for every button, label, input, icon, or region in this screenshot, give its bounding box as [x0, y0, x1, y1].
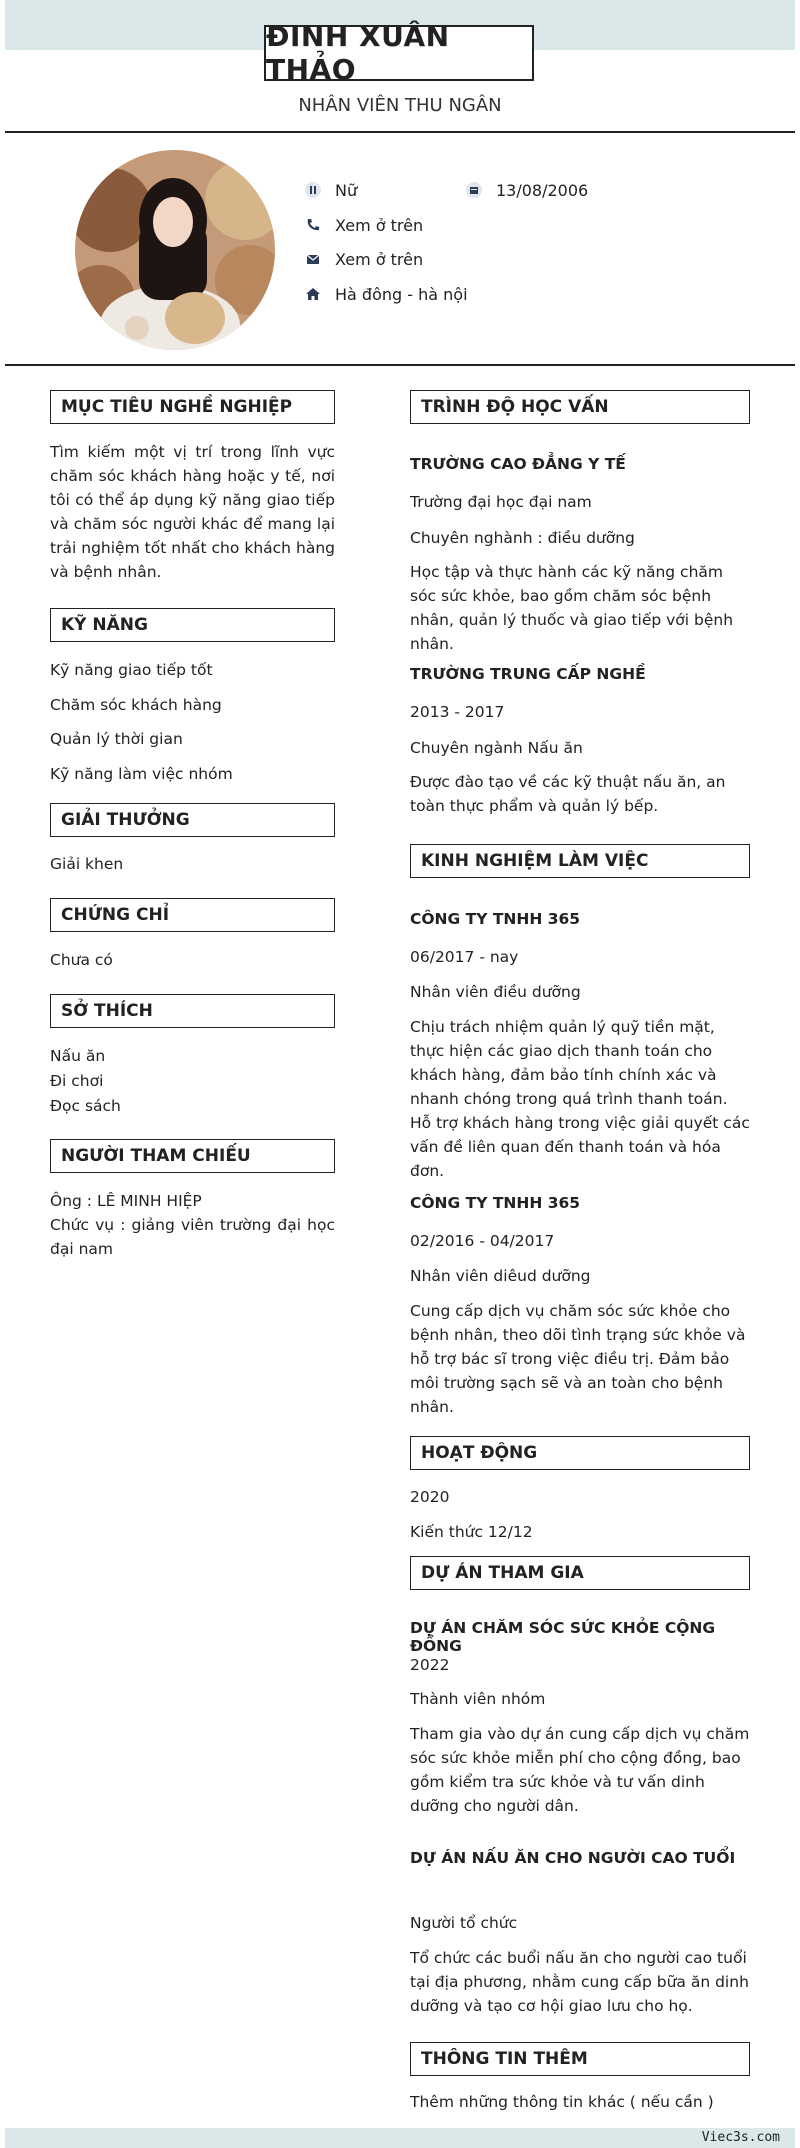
gender-value: Nữ [335, 180, 358, 200]
phone-row [305, 214, 423, 236]
activity-year: 2020 [410, 1488, 450, 1506]
project-description: Tham gia vào dự án cung cấp dịch vụ chăm sóc sức khỏe miễn phí cho cộng đồng, bao gồm kiểm tra sức khỏe và tư vấn dinh dưỡng cho người dân. [410, 1725, 750, 1815]
avatar [75, 150, 275, 350]
school-description: Được đào tạo về các kỹ thuật nấu ăn, an toàn thực phẩm và quản lý bếp. [410, 773, 726, 815]
company-name: CÔNG TY TNHH 365 [410, 1194, 581, 1212]
address-value: Hà đông - hà nội [335, 284, 468, 304]
phone-value: Xem ở trên [335, 215, 424, 235]
extra-text: Thêm những thông tin khác ( nếu cần ) [410, 2093, 714, 2111]
job-description: Chịu trách nhiệm quản lý quỹ tiền mặt, thực hiện các giao dịch thanh toán cho khách hàng, đảm bảo tính chính xác và nhanh chóng trong quá trình thanh toán. Hỗ trợ khách hàng trong việc giải quyết các vấn đề liên quan đến thanh toán và hóa đơn. [410, 1018, 750, 1180]
project-name: DỰ ÁN CHĂM SÓC SỨC KHỎE CỘNG ĐỒNG [410, 1619, 716, 1655]
project-role: Người tổ chức [410, 1914, 518, 1932]
job-role: Nhân viên diêud dưỡng [410, 1267, 591, 1285]
home-icon [305, 286, 321, 302]
watermark: Viec3s.com [701, 2130, 780, 2145]
job-period: 06/2017 - nay [410, 948, 519, 966]
activity-text: Kiến thức 12/12 [410, 1523, 533, 1541]
school-description: Học tập và thực hành các kỹ năng chăm sóc sức khỏe, bao gồm chăm sóc bệnh nhân, quản lý thuốc và giao tiếp với bệnh nhân. [410, 563, 734, 653]
references-heading: NGƯỜI THAM CHIẾU [50, 1139, 335, 1173]
awards-heading: GIẢI THƯỞNG [50, 803, 335, 837]
gender-row [305, 179, 357, 201]
birthday-value: 13/08/2006 [496, 180, 589, 200]
skill-item: Kỹ năng làm việc nhóm [50, 765, 233, 783]
education-heading: TRÌNH ĐỘ HỌC VẤN [410, 390, 750, 424]
skill-item: Quản lý thời gian [50, 730, 183, 748]
hobby-item: Nấu ăn [50, 1047, 106, 1065]
school-period: 2013 - 2017 [410, 703, 505, 721]
job-title: NHÂN VIÊN THU NGÂN [298, 95, 502, 116]
skills-heading: KỸ NĂNG [50, 608, 335, 642]
hobby-item: Đi chơi [50, 1072, 104, 1090]
experience-heading: KINH NGHIỆM LÀM VIỆC [410, 844, 750, 878]
reference-name: Ông : LÊ MINH HIỆP [50, 1192, 202, 1210]
address-row [305, 283, 468, 305]
email-row [305, 248, 423, 270]
skill-item: Kỹ năng giao tiếp tốt [50, 661, 213, 679]
gender-icon [305, 182, 321, 198]
name-box [264, 20, 534, 86]
school-name: TRƯỜNG CAO ĐẲNG Y TẾ [410, 455, 626, 473]
hobbies-heading: SỞ THÍCH [50, 994, 335, 1028]
project-description: Tổ chức các buổi nấu ăn cho người cao tuổi tại địa phương, nhằm cung cấp bữa ăn dinh dưỡng và tạo cơ hội giao lưu cho họ. [410, 1949, 749, 2015]
divider-top [5, 131, 795, 133]
calendar-icon [466, 182, 482, 198]
school-line: Trường đại học đại nam [410, 493, 592, 511]
extra-heading: THÔNG TIN THÊM [410, 2042, 750, 2076]
school-name: TRƯỜNG TRUNG CẤP NGHỀ [410, 665, 646, 683]
job-period: 02/2016 - 04/2017 [410, 1232, 555, 1250]
job-role: Nhân viên điều dưỡng [410, 983, 581, 1001]
hobby-item: Đọc sách [50, 1097, 121, 1115]
skill-item: Chăm sóc khách hàng [50, 696, 222, 714]
certificates-text: Chưa có [50, 951, 113, 969]
email-value: Xem ở trên [335, 249, 424, 269]
footer-band [5, 2128, 795, 2148]
certificates-heading: CHỨNG CHỈ [50, 898, 335, 932]
divider-middle [5, 364, 795, 366]
objective-heading: MỤC TIÊU NGHỀ NGHIỆP [50, 390, 335, 424]
company-name: CÔNG TY TNHH 365 [410, 910, 581, 928]
birthday-row [466, 179, 588, 201]
phone-icon [305, 217, 321, 233]
project-name: DỰ ÁN NẤU ĂN CHO NGƯỜI CAO TUỔI [410, 1849, 736, 1867]
email-icon [305, 251, 321, 267]
objective-text: Tìm kiếm một vị trí trong lĩnh vực chăm sóc khách hàng hoặc y tế, nơi tôi có thể áp dụng kỹ năng giao tiếp và chăm sóc người khác để mang lại trải nghiệm tốt nhất cho khách hàng và bệnh nhân. [50, 443, 335, 581]
activities-heading: HOẠT ĐỘNG [410, 1436, 750, 1470]
project-role: Thành viên nhóm [410, 1690, 546, 1708]
school-major: Chuyên nghành : điều dưỡng [410, 529, 635, 547]
school-major: Chuyên ngành Nấu ăn [410, 739, 583, 757]
awards-text: Giải khen [50, 855, 124, 873]
candidate-name: ĐINH XUÂN THẢO [266, 20, 450, 86]
reference-role: Chức vụ : giảng viên trường đại học đại nam [50, 1216, 335, 1258]
job-description: Cung cấp dịch vụ chăm sóc sức khỏe cho bệnh nhân, theo dõi tình trạng sức khỏe và hỗ trợ bác sĩ trong việc điều trị. Đảm bảo môi trường sạch sẽ và an toàn cho bệnh nhân. [410, 1302, 746, 1416]
projects-heading: DỰ ÁN THAM GIA [410, 1556, 750, 1590]
project-year: 2022 [410, 1656, 450, 1674]
